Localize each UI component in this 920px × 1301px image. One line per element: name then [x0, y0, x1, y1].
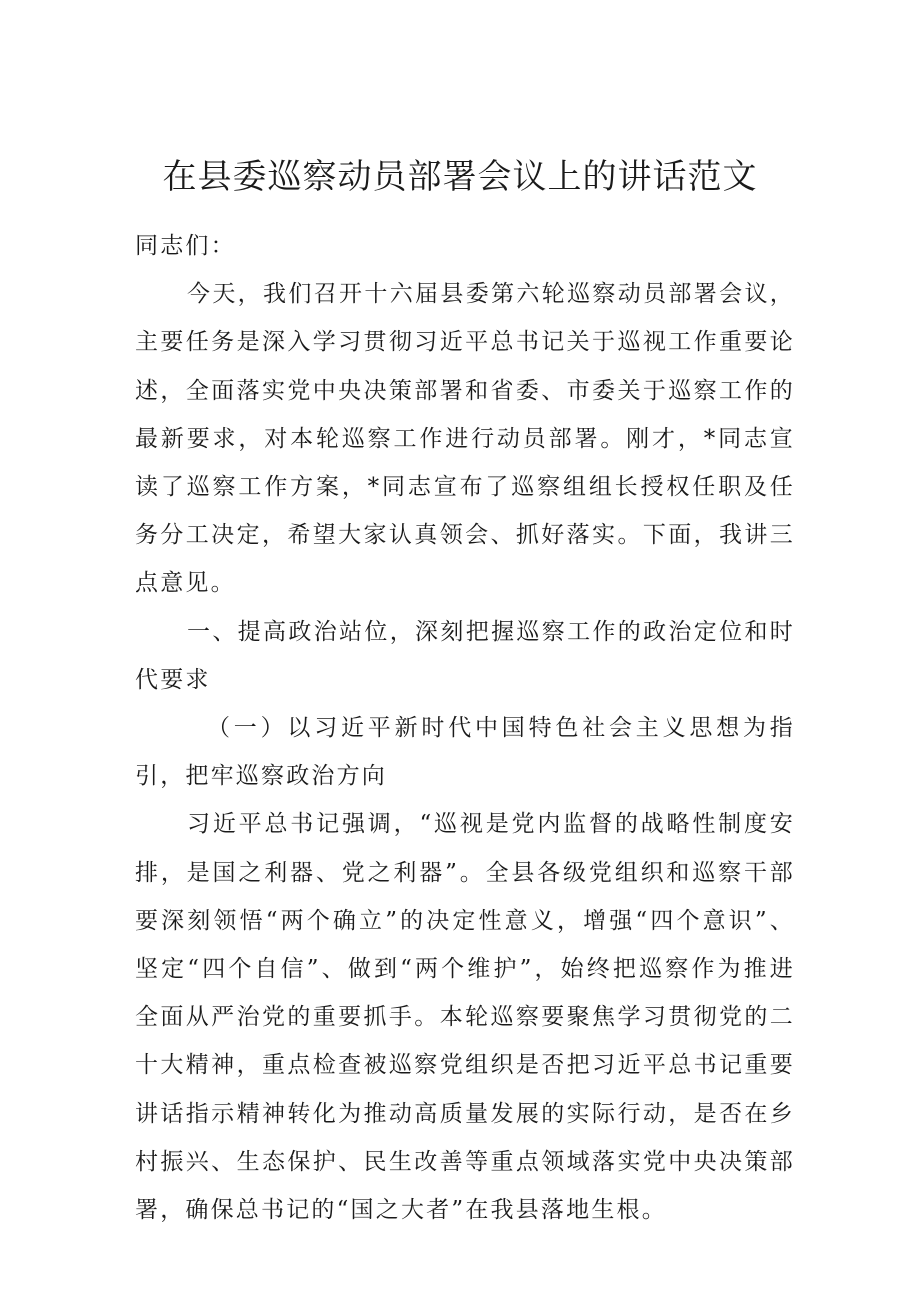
section-heading-1: 一、提高政治站位，深刻把握巡察工作的政治定位和时代要求 — [135, 618, 795, 693]
paragraph-body-1: 习近平总书记强调，“巡视是党内监督的战略性制度安排，是国之利器、党之利器”。全县各级党组织和巡察干部要深刻领悟“两个确立”的决定性意义，增强“四个意识”、坚定“四个自信”、做到“两个维护”，始终把巡察作为推进全面从严治党的重要抓手。本轮巡察要聚焦学习贯彻党的二十大精神，重点检查被巡察党组织是否把习近平总书记重要讲话指示精神转化为推动高质量发展的实际行动，是否在乡村振兴、生态保护、民生改善等重点领域落实党中央决策部署，确保总书记的“国之大者”在我县落地生根。 — [135, 811, 795, 1224]
document-body — [135, 222, 795, 1234]
salutation: 同志们： — [135, 233, 236, 259]
document-title: 在县委巡察动员部署会议上的讲话范文 — [162, 157, 758, 197]
subsection-heading-1: （一）以习近平新时代中国特色社会主义思想为指引，把牢巡察政治方向 — [135, 715, 795, 790]
paragraph-intro: 今天，我们召开十六届县委第六轮巡察动员部署会议，主要任务是深入学习贯彻习近平总书记关于巡视工作重要论述，全面落实党中央决策部署和省委、市委关于巡察工作的最新要求，对本轮巡察工作进行动员部署。刚才，*同志宣读了巡察工作方案，*同志宣布了巡察组组长授权任职及任务分工决定，希望大家认真领会、抓好落实。下面，我讲三点意见。 — [135, 281, 795, 597]
